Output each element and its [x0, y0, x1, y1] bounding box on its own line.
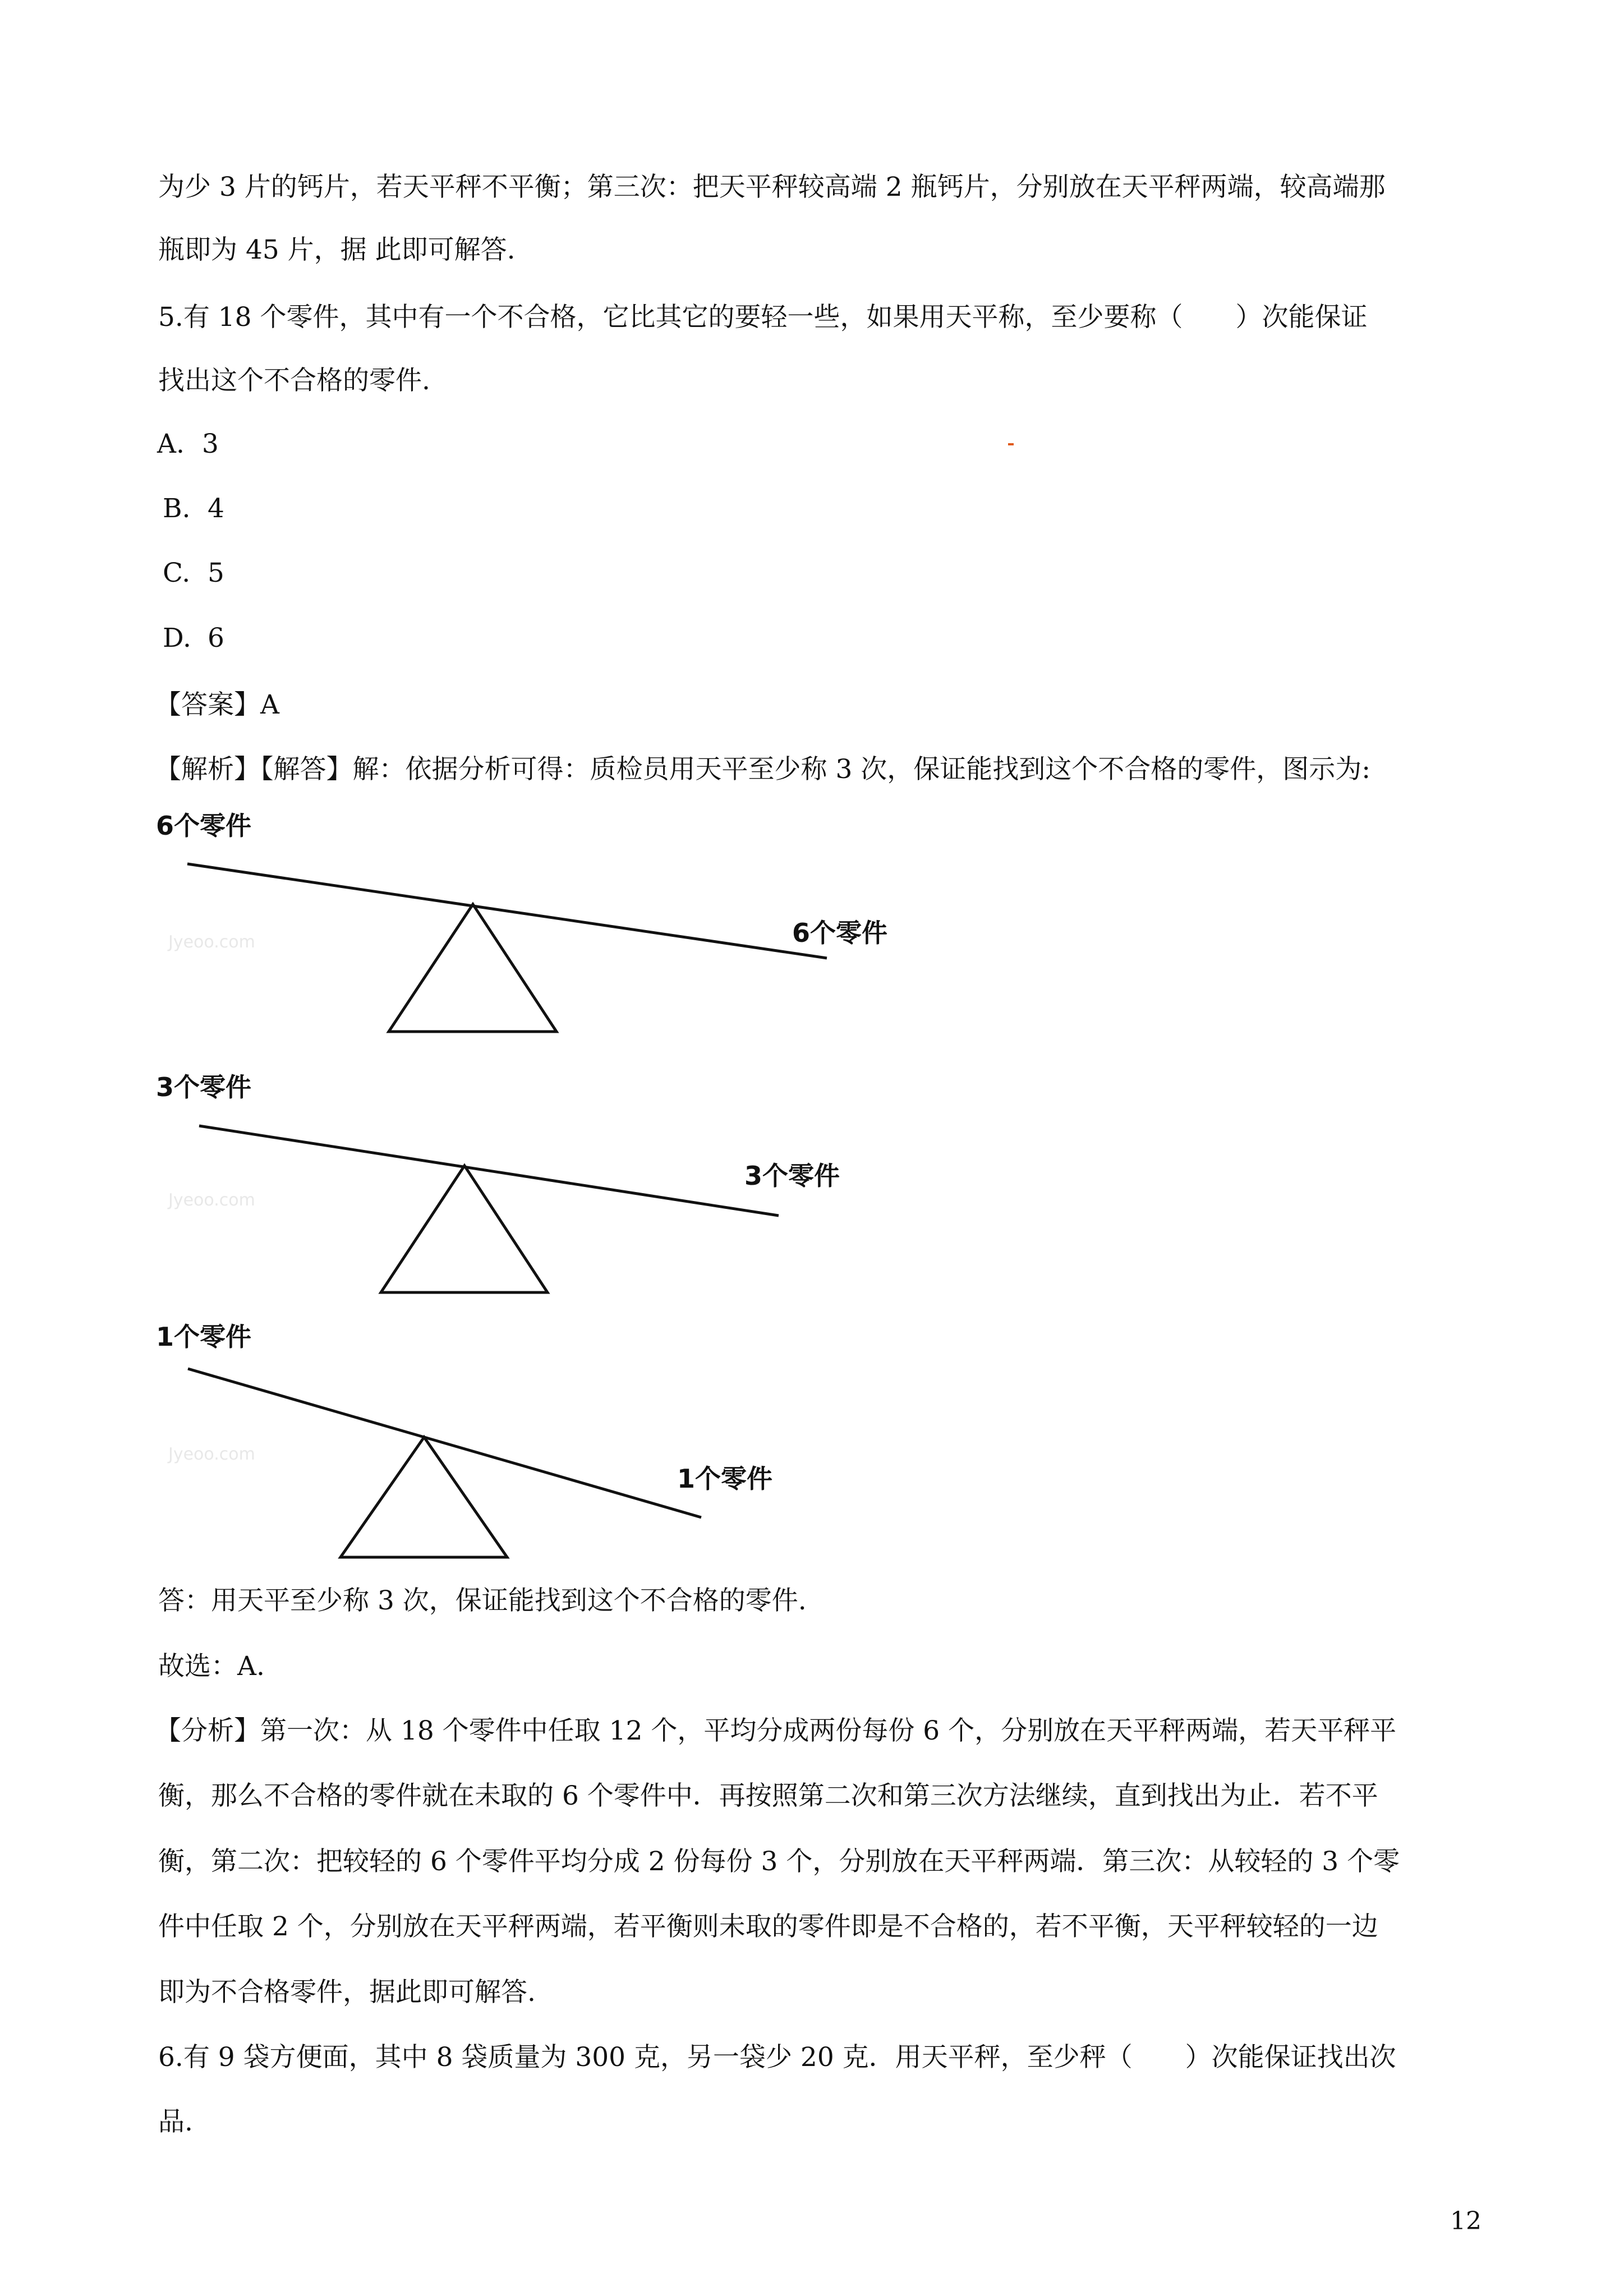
figure-3-watermark: Jyeoo.com	[168, 1444, 255, 1464]
balance-3-beam	[188, 1369, 701, 1517]
q6-stem-line-2: 品.	[158, 2106, 193, 2137]
option-b	[163, 491, 224, 527]
balance-figure-2	[151, 1066, 937, 1301]
analysis-line-4: 件中任取 2 个，分别放在天平秤两端，若平衡则未取的零件即是不合格的，若不平衡，天平秤较轻的一边	[158, 1911, 1378, 1942]
q5-stem-line-1: 5.有 18 个零件，其中有一个不合格，它比其它的要轻一些，如果用天平称，至少要称（ ）次能保证	[158, 302, 1368, 333]
balance-1-fulcrum	[389, 904, 556, 1032]
balance-3-drawing	[151, 1313, 937, 1571]
option-a-key: A.	[157, 429, 185, 459]
q6-stem-line-1: 6.有 9 袋方便面，其中 8 袋质量为 300 克，另一袋少 20 克．用天平秤，至少秤（ ）次能保证找出次	[158, 2042, 1396, 2073]
analysis-line-3: 衡，第二次：把较轻的 6 个零件平均分成 2 份每份 3 个，分别放在天平秤两端．第三次：从较轻的 3 个零	[158, 1846, 1400, 1877]
figure-1-right-label: 6个零件	[792, 918, 888, 948]
figure-2-right-label: 3个零件	[744, 1161, 840, 1191]
option-b-value: 4	[208, 493, 224, 524]
conclusion-line: 答：用天平至少称 3 次，保证能找到这个不合格的零件.	[158, 1585, 807, 1616]
analysis-line-1: 【分析】第一次：从 18 个零件中任取 12 个，平均分成两份每份 6 个，分别放在天平秤两端，若天平秤平	[155, 1715, 1397, 1746]
q5-stem-line-2: 找出这个不合格的零件.	[158, 365, 430, 396]
option-d-value: 6	[208, 623, 224, 654]
option-d	[163, 620, 224, 656]
balance-2-fulcrum	[381, 1166, 548, 1292]
figure-1-left-label: 6个零件	[156, 811, 252, 841]
option-d-key: D.	[163, 623, 191, 654]
analysis-line-5: 即为不合格零件，据此即可解答.	[158, 1977, 536, 2008]
figure-1-watermark: Jyeoo.com	[168, 932, 255, 952]
option-a-value: 3	[202, 429, 219, 459]
intro-line-1: 为少 3 片的钙片，若天平秤不平衡；第三次：把天平秤较高端 2 瓶钙片，分别放在天平秤两端，较高端那	[158, 172, 1386, 203]
balance-figure-1	[151, 808, 937, 1043]
figure-2-watermark: Jyeoo.com	[168, 1190, 255, 1210]
intro-line-2: 瓶即为 45 片，据 此即可解答.	[158, 234, 516, 265]
option-b-key: B.	[163, 493, 191, 524]
page-number: 12	[1450, 2207, 1482, 2235]
analysis-intro: 【解析】【解答】解：依据分析可得：质检员用天平至少称 3 次，保证能找到这个不合格的零件，图示为:	[155, 754, 1371, 785]
analysis-line-2: 衡，那么不合格的零件就在未取的 6 个零件中．再按照第二次和第三次方法继续，直到找出为止．若不平	[158, 1780, 1378, 1811]
option-c-key: C.	[163, 558, 191, 588]
option-c-value: 5	[208, 558, 224, 588]
figure-3-left-label: 1个零件	[156, 1322, 252, 1352]
answer-line: 【答案】A	[155, 689, 279, 720]
stray-mark	[1008, 443, 1014, 445]
option-c	[163, 555, 224, 591]
option-a	[157, 426, 219, 462]
balance-figure-3	[151, 1313, 937, 1571]
figure-3-right-label: 1个零件	[677, 1464, 773, 1494]
choice-line: 故选：A.	[158, 1651, 265, 1682]
balance-1-beam	[187, 864, 827, 958]
figure-2-left-label: 3个零件	[156, 1072, 252, 1102]
